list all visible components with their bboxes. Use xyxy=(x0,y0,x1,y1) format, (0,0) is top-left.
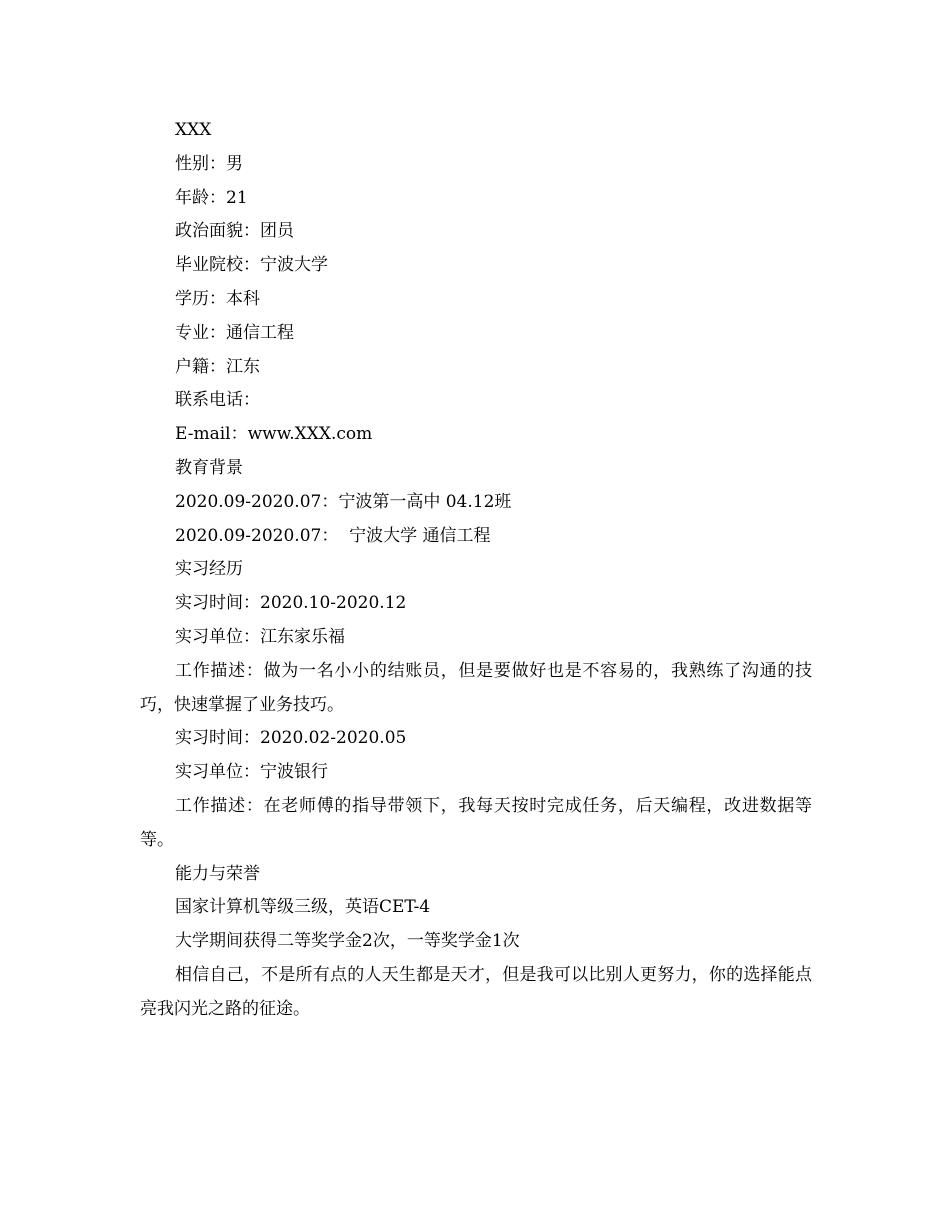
phone: 联系电话： xyxy=(175,390,260,411)
resume-content xyxy=(140,114,812,1027)
internship-time: 实习时间：2020.10-2020.12 xyxy=(175,593,407,614)
age: 年龄：21 xyxy=(175,187,248,208)
internship-heading: 实习经历 xyxy=(175,559,243,580)
hometown: 户籍：江东 xyxy=(175,356,260,377)
gender: 性别：男 xyxy=(175,153,243,174)
email: E-mail：www.XXX.com xyxy=(175,424,373,445)
self-statement: 相信自己，不是所有点的人天生都是天才，但是我可以比别人更努力，你的选择能点亮我闪光之路的征途。 xyxy=(140,964,812,1019)
internship-description: 工作描述：在老师傅的指导带领下，我每天按时完成任务，后天编程，改进数据等等。 xyxy=(140,795,812,850)
education-item: 2020.09-2020.07：宁波第一高中 04.12班 xyxy=(175,491,512,512)
internship-company: 实习单位：宁波银行 xyxy=(175,762,328,783)
internship-company: 实习单位：江东家乐福 xyxy=(175,626,345,647)
honor-item: 国家计算机等级三级，英语CET-4 xyxy=(175,897,431,918)
internship-time: 实习时间：2020.02-2020.05 xyxy=(175,728,407,749)
degree: 学历：本科 xyxy=(175,288,260,309)
political-status: 政治面貌：团员 xyxy=(175,221,294,242)
education-item: 2020.09-2020.07： 宁波大学 通信工程 xyxy=(175,525,491,546)
education-heading: 教育背景 xyxy=(175,457,243,478)
honor-item: 大学期间获得二等奖学金2次，一等奖学金1次 xyxy=(175,931,520,952)
internship-description: 工作描述：做为一名小小的结账员，但是要做好也是不容易的，我熟练了沟通的技巧，快速掌握了业务技巧。 xyxy=(140,660,812,715)
school: 毕业院校：宁波大学 xyxy=(175,255,328,276)
honors-heading: 能力与荣誉 xyxy=(175,863,260,884)
name: XXX xyxy=(175,120,212,140)
major: 专业：通信工程 xyxy=(175,322,294,343)
